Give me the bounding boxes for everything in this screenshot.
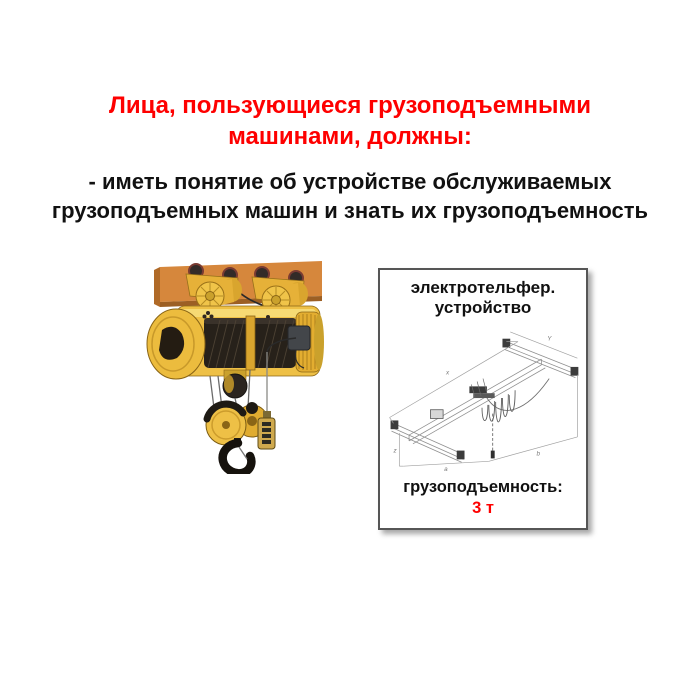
control-box	[430, 410, 443, 419]
title-line-2: машинами, должны:	[228, 123, 472, 150]
card-heading-line-1: электротельфер.	[410, 278, 556, 297]
end-carriage-bottom	[392, 423, 464, 462]
card-heading	[411, 278, 555, 318]
title-line-1: Лица, пользующиеся грузоподъемными	[108, 92, 591, 119]
dim-label-y: Y	[547, 335, 552, 343]
subtitle	[10, 167, 690, 225]
dim-label-z: z	[393, 447, 397, 455]
telpher-diagram	[385, 328, 581, 472]
end-cap	[147, 309, 205, 379]
card-heading-line-2: устройство	[434, 298, 532, 317]
wheel-block	[457, 451, 465, 460]
dim-label-a: a	[444, 466, 448, 472]
wheel-block	[391, 420, 399, 429]
subtitle-line-2: грузоподъемных машин и знать их грузоподъемность	[51, 198, 649, 223]
hook-mark	[491, 451, 495, 459]
rope-drum	[204, 316, 296, 370]
bridge-beam	[409, 359, 545, 444]
capacity-label: грузоподъемность:	[403, 478, 563, 496]
page-title	[20, 90, 680, 152]
dim-label-b: b	[536, 450, 541, 458]
hoist-photo	[146, 256, 326, 474]
hook	[223, 438, 252, 473]
capacity-value: 3 т	[472, 499, 494, 517]
dimension-lines	[390, 332, 578, 466]
wheel-block	[571, 367, 579, 376]
dim-label-x: x	[446, 369, 450, 377]
wheel-block	[502, 339, 510, 348]
upper-sheave	[223, 370, 247, 398]
telpher-card	[378, 268, 588, 530]
subtitle-line-1: - иметь понятие об устройстве обслуживаемых	[88, 169, 612, 194]
